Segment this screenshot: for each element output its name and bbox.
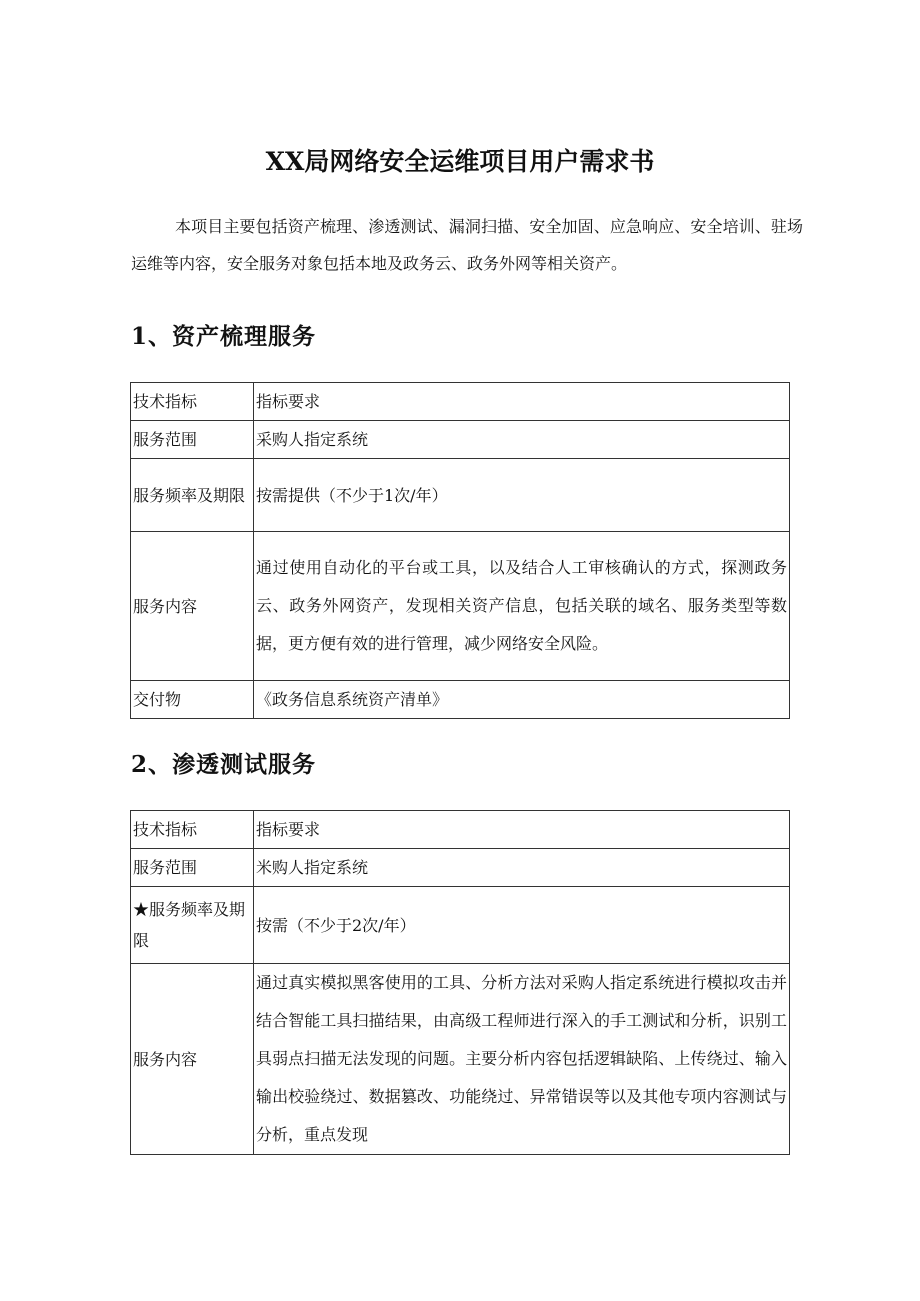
table-row bbox=[131, 681, 790, 719]
intro-paragraph: 本项目主要包括资产梳理、渗透测试、漏洞扫描、安全加固、应急响应、安全培训、驻场运维等内容，安全服务对象包括本地及政务云、政务外网等相关资产。 bbox=[131, 217, 803, 273]
row-value: 通过使用自动化的平台或工具，以及结合人工审核确认的方式，探测政务云、政务外网资产，发现相关资产信息，包括关联的域名、服务类型等数据，更方便有效的进行管理，减少网络安全风险。 bbox=[254, 532, 790, 681]
row-value: 《政务信息系统资产清单》 bbox=[254, 681, 790, 719]
table-row bbox=[131, 459, 790, 532]
row-value: 按需提供（不少于1次/年） bbox=[254, 459, 790, 532]
table-row bbox=[131, 964, 790, 1155]
table-row bbox=[131, 849, 790, 887]
table-row bbox=[131, 421, 790, 459]
table-header-cell: 指标要求 bbox=[254, 383, 790, 421]
section-heading-penetration-test: 2、渗透测试服务 bbox=[131, 751, 317, 778]
row-label: 服务范围 bbox=[131, 421, 254, 459]
row-label: ★服务频率及期限 bbox=[131, 887, 254, 964]
row-label: 服务内容 bbox=[131, 964, 254, 1155]
row-value: 采购人指定系统 bbox=[254, 421, 790, 459]
row-label: 服务内容 bbox=[131, 532, 254, 681]
section-heading-asset-review: 1、资产梳理服务 bbox=[131, 323, 317, 350]
asset-review-table bbox=[130, 382, 790, 719]
row-label: 服务范围 bbox=[131, 849, 254, 887]
table-header-cell: 指标要求 bbox=[254, 811, 790, 849]
table-header-cell: 技术指标 bbox=[131, 383, 254, 421]
row-label: 交付物 bbox=[131, 681, 254, 719]
row-value: 通过真实模拟黑客使用的工具、分析方法对采购人指定系统进行模拟攻击并结合智能工具扫描结果，由高级工程师进行深入的手工测试和分析，识别工具弱点扫描无法发现的问题。主要分析内容包括逻辑缺陷、上传绕过、输入输出校验绕过、数据篡改、功能绕过、异常错误等以及其他专项内容测试与分析，重点发现 bbox=[254, 964, 790, 1155]
table-header-row bbox=[131, 811, 790, 849]
page-title: XX局网络安全运维项目用户需求书 bbox=[265, 147, 655, 176]
row-value: 按需（不少于2次/年） bbox=[254, 887, 790, 964]
row-label: 服务频率及期限 bbox=[131, 459, 254, 532]
table-row bbox=[131, 887, 790, 964]
table-row bbox=[131, 532, 790, 681]
table-header-cell: 技术指标 bbox=[131, 811, 254, 849]
table-header-row bbox=[131, 383, 790, 421]
row-value: 米购人指定系统 bbox=[254, 849, 790, 887]
penetration-test-table bbox=[130, 810, 790, 1155]
